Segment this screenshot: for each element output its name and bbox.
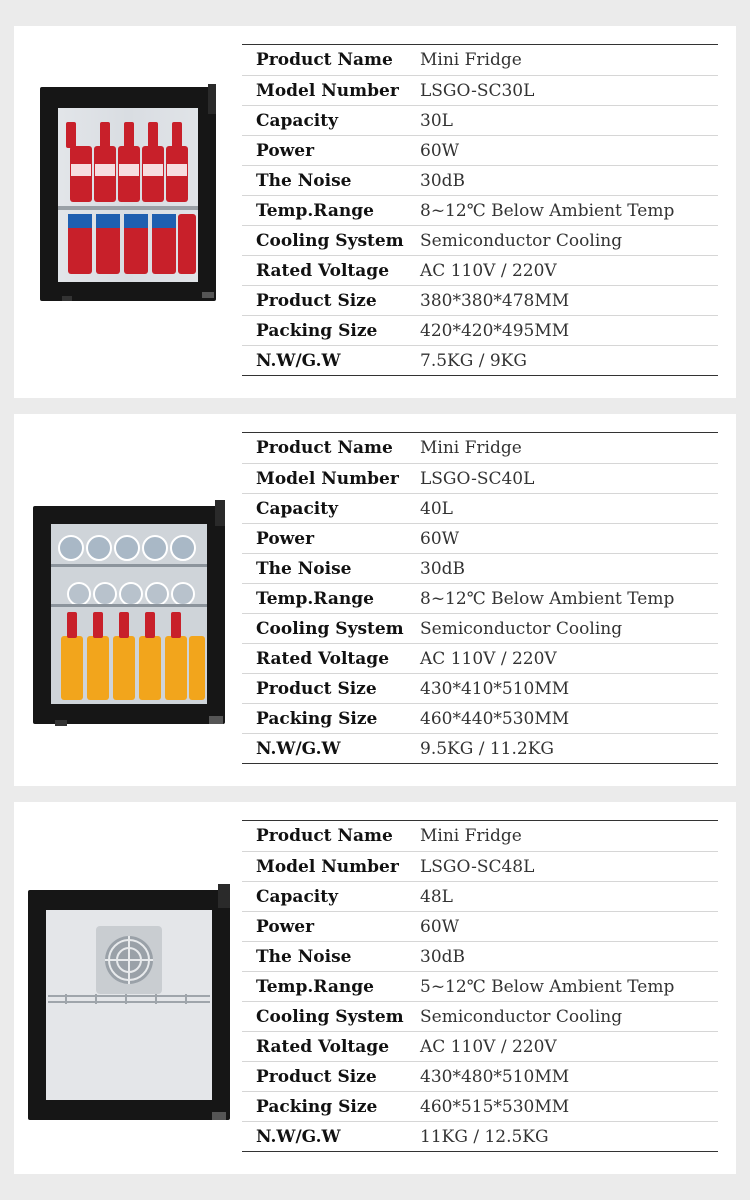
spec-value: Mini Fridge bbox=[420, 50, 522, 70]
spec-row-temp-range bbox=[242, 971, 718, 1001]
spec-table-40l bbox=[242, 432, 718, 764]
spec-row-weight bbox=[242, 1121, 718, 1151]
spec-label: Cooling System bbox=[256, 618, 404, 639]
spec-value: 60W bbox=[420, 140, 460, 161]
spec-value: Semiconductor Cooling bbox=[420, 1006, 623, 1027]
spec-label: Model Number bbox=[256, 80, 399, 101]
spec-row-product-name bbox=[242, 821, 718, 851]
spec-row-noise bbox=[242, 553, 718, 583]
spec-value: 30dB bbox=[420, 558, 466, 579]
spec-value: LSGO-SC30L bbox=[420, 80, 535, 101]
spec-value: AC 110V / 220V bbox=[420, 1036, 557, 1057]
spec-label: The Noise bbox=[256, 170, 352, 191]
mini-fridge-40l-image bbox=[31, 500, 229, 730]
spec-value: 30L bbox=[420, 110, 453, 131]
spec-row-capacity bbox=[242, 105, 718, 135]
spec-value: 460*440*530MM bbox=[420, 708, 570, 729]
spec-value: 420*420*495MM bbox=[420, 320, 570, 341]
spec-label: Temp.Range bbox=[256, 588, 374, 609]
spec-label: Rated Voltage bbox=[256, 260, 390, 281]
spec-label: Packing Size bbox=[256, 1096, 378, 1117]
spec-row-temp-range bbox=[242, 195, 718, 225]
spec-value: 5~12℃ Below Ambient Temp bbox=[420, 976, 675, 997]
spec-row-weight bbox=[242, 345, 718, 375]
spec-label: Rated Voltage bbox=[256, 648, 390, 669]
spec-row-model-number bbox=[242, 463, 718, 493]
spec-label: N.W/G.W bbox=[256, 1126, 341, 1147]
spec-label: The Noise bbox=[256, 946, 352, 967]
spec-value: 7.5KG / 9KG bbox=[420, 350, 527, 371]
spec-label: Product Name bbox=[256, 50, 393, 70]
product-card-40l bbox=[14, 414, 736, 786]
product-card-48l bbox=[14, 802, 736, 1174]
spec-value: LSGO-SC40L bbox=[420, 468, 535, 489]
spec-row-packing-size bbox=[242, 1091, 718, 1121]
spec-label: Cooling System bbox=[256, 230, 404, 251]
spec-value: 40L bbox=[420, 498, 453, 519]
spec-row-packing-size bbox=[242, 315, 718, 345]
spec-value: 430*480*510MM bbox=[420, 1066, 570, 1087]
spec-row-rated-voltage bbox=[242, 1031, 718, 1061]
spec-row-product-size bbox=[242, 285, 718, 315]
spec-label: Temp.Range bbox=[256, 200, 374, 221]
spec-row-power bbox=[242, 911, 718, 941]
spec-value: 48L bbox=[420, 886, 453, 907]
spec-value: 30dB bbox=[420, 946, 466, 967]
spec-value: AC 110V / 220V bbox=[420, 260, 557, 281]
spec-row-cooling-system bbox=[242, 1001, 718, 1031]
spec-value: 8~12℃ Below Ambient Temp bbox=[420, 588, 675, 609]
spec-table-48l bbox=[242, 820, 718, 1152]
spec-label: Product Size bbox=[256, 1066, 377, 1087]
product-card-30l bbox=[14, 26, 736, 398]
spec-row-noise bbox=[242, 941, 718, 971]
spec-row-model-number bbox=[242, 851, 718, 881]
spec-value: 460*515*530MM bbox=[420, 1096, 570, 1117]
spec-row-product-name bbox=[242, 45, 718, 75]
spec-label: Power bbox=[256, 140, 315, 161]
spec-label: Model Number bbox=[256, 468, 399, 489]
spec-value: AC 110V / 220V bbox=[420, 648, 557, 669]
spec-row-packing-size bbox=[242, 703, 718, 733]
spec-value: 9.5KG / 11.2KG bbox=[420, 738, 554, 759]
spec-row-product-name bbox=[242, 433, 718, 463]
spec-value: Semiconductor Cooling bbox=[420, 618, 623, 639]
spec-row-model-number bbox=[242, 75, 718, 105]
spec-label: Power bbox=[256, 916, 315, 937]
spec-row-rated-voltage bbox=[242, 643, 718, 673]
spec-value: LSGO-SC48L bbox=[420, 856, 535, 877]
spec-label: Packing Size bbox=[256, 708, 378, 729]
spec-value: 11KG / 12.5KG bbox=[420, 1126, 549, 1147]
spec-value: 430*410*510MM bbox=[420, 678, 570, 699]
spec-label: Rated Voltage bbox=[256, 1036, 390, 1057]
spec-row-weight bbox=[242, 733, 718, 763]
spec-label: N.W/G.W bbox=[256, 350, 341, 371]
spec-row-capacity bbox=[242, 493, 718, 523]
spec-label: Power bbox=[256, 528, 315, 549]
spec-label: Temp.Range bbox=[256, 976, 374, 997]
spec-row-rated-voltage bbox=[242, 255, 718, 285]
spec-value: 380*380*478MM bbox=[420, 290, 570, 311]
spec-label: Capacity bbox=[256, 110, 338, 131]
spec-value: 60W bbox=[420, 916, 460, 937]
spec-label: Product Size bbox=[256, 678, 377, 699]
spec-label: N.W/G.W bbox=[256, 738, 341, 759]
spec-label: Capacity bbox=[256, 498, 338, 519]
mini-fridge-48l-image bbox=[26, 884, 232, 1122]
spec-value: 8~12℃ Below Ambient Temp bbox=[420, 200, 675, 221]
spec-row-capacity bbox=[242, 881, 718, 911]
spec-value: Semiconductor Cooling bbox=[420, 230, 623, 251]
spec-label: Product Name bbox=[256, 826, 393, 846]
spec-value: 30dB bbox=[420, 170, 466, 191]
spec-label: Packing Size bbox=[256, 320, 378, 341]
spec-label: Model Number bbox=[256, 856, 399, 877]
spec-label: Product Size bbox=[256, 290, 377, 311]
spec-label: The Noise bbox=[256, 558, 352, 579]
spec-row-power bbox=[242, 523, 718, 553]
spec-value: 60W bbox=[420, 528, 460, 549]
spec-row-power bbox=[242, 135, 718, 165]
spec-label: Cooling System bbox=[256, 1006, 404, 1027]
spec-table-30l bbox=[242, 44, 718, 376]
spec-label: Capacity bbox=[256, 886, 338, 907]
spec-label: Product Name bbox=[256, 438, 393, 458]
mini-fridge-30l-image bbox=[38, 84, 218, 304]
spec-row-temp-range bbox=[242, 583, 718, 613]
spec-row-noise bbox=[242, 165, 718, 195]
spec-row-cooling-system bbox=[242, 613, 718, 643]
spec-row-cooling-system bbox=[242, 225, 718, 255]
spec-value: Mini Fridge bbox=[420, 438, 522, 458]
spec-value: Mini Fridge bbox=[420, 826, 522, 846]
spec-row-product-size bbox=[242, 673, 718, 703]
spec-row-product-size bbox=[242, 1061, 718, 1091]
